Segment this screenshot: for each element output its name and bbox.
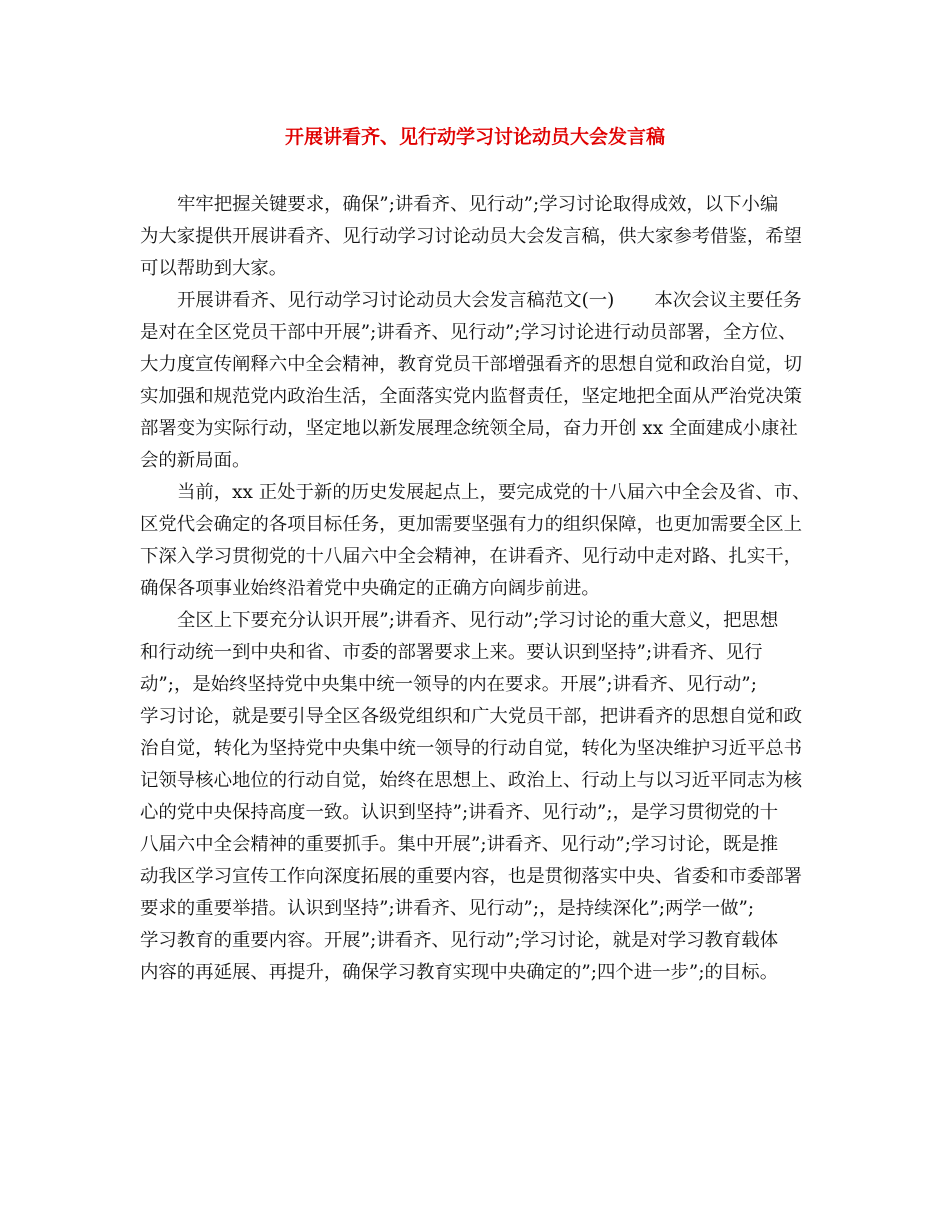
text-line: 心的党中央保持高度一致。认识到坚持”;讲看齐、见行动”;，是学习贯彻党的十 xyxy=(140,802,779,823)
text-line: 动我区学习宣传工作向深度拓展的重要内容，也是贯彻落实中央、省委和市委部署 xyxy=(140,866,803,887)
text-line: 实加强和规范党内政治生活，全面落实党内监督责任，坚定地把全面从严治党决策 xyxy=(140,386,803,407)
text-line: 治自觉，转化为坚持党中央集中统一领导的行动自觉，转化为坚决维护习近平总书 xyxy=(140,738,803,759)
text-line-tail: 本次会议主要任务 xyxy=(654,290,802,311)
text-line: 大力度宣传阐释六中全会精神，教育党员干部增强看齐的思想自觉和政治自觉，切 xyxy=(140,354,803,375)
text-line: 学习教育的重要内容。开展”;讲看齐、见行动”;学习讨论，就是对学习教育载体 xyxy=(140,930,779,951)
section-heading: 开展讲看齐、见行动学习讨论动员大会发言稿范文(一) xyxy=(177,290,615,311)
text-line: 动”;，是始终坚持党中央集中统一领导的内在要求。开展”;讲看齐、见行动”; xyxy=(140,674,757,695)
text-line: 学习讨论，就是要引导全区各级党组织和广大党员干部，把讲看齐的思想自觉和政 xyxy=(140,706,803,727)
text-line: 内容的再延展、再提升，确保学习教育实现中央确定的”;四个进一步”;的目标。 xyxy=(140,962,779,983)
text-line-heading xyxy=(140,285,820,317)
text-line: 区党代会确定的各项目标任务，更加需要坚强有力的组织保障，也更加需要全区上 xyxy=(140,514,803,535)
text-line: 和行动统一到中央和省、市委的部署要求上来。要认识到坚持”;讲看齐、见行 xyxy=(140,642,763,663)
text-line: 八届六中全会精神的重要抓手。集中开展”;讲看齐、见行动”;学习讨论，既是推 xyxy=(140,834,779,855)
text-line: 确保各项事业始终沿着党中央确定的正确方向阔步前进。 xyxy=(140,578,600,599)
text-line: 当前，xx 正处于新的历史发展起点上，要完成党的十八届六中全会及省、市、 xyxy=(177,482,811,503)
text-line: 可以帮助到大家。 xyxy=(140,258,288,279)
document-body xyxy=(140,189,820,989)
text-line: 是对在全区党员干部中开展”;讲看齐、见行动”;学习讨论进行动员部署，全方位、 xyxy=(140,322,797,343)
text-line: 牢牢把握关键要求，确保”;讲看齐、见行动”;学习讨论取得成效，以下小编 xyxy=(177,194,779,215)
document-title: 开展讲看齐、见行动学习讨论动员大会发言稿 xyxy=(284,126,665,148)
text-line: 要求的重要举措。认识到坚持”;讲看齐、见行动”;，是持续深化”;两学一做”; xyxy=(140,898,755,919)
text-line: 部署变为实际行动，坚定地以新发展理念统领全局，奋力开创 xx 全面建成小康社 xyxy=(140,418,798,439)
text-line: 全区上下要充分认识开展”;讲看齐、见行动”;学习讨论的重大意义，把思想 xyxy=(177,610,779,631)
text-line: 会的新局面。 xyxy=(140,450,251,471)
text-line: 下深入学习贯彻党的十八届六中全会精神，在讲看齐、见行动中走对路、扎实干， xyxy=(140,546,803,567)
text-line: 记领导核心地位的行动自觉，始终在思想上、政治上、行动上与以习近平同志为核 xyxy=(140,770,803,791)
text-line: 为大家提供开展讲看齐、见行动学习讨论动员大会发言稿，供大家参考借鉴，希望 xyxy=(140,226,803,247)
